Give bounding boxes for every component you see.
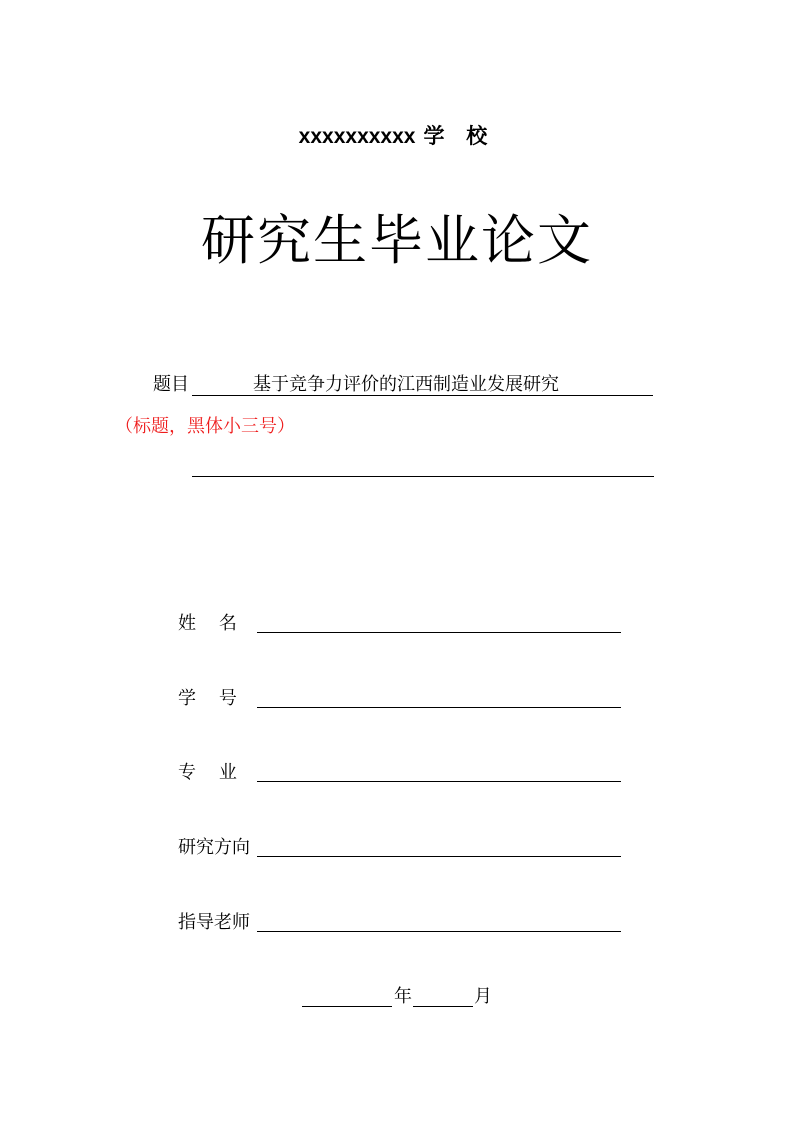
format-note: （标题，黑体小三号） bbox=[115, 416, 295, 437]
topic-label: 题目 bbox=[153, 374, 189, 395]
field-label: 学 号 bbox=[178, 688, 237, 709]
school-name: xxxxxxxxxx bbox=[298, 125, 416, 148]
year-label: 年 bbox=[394, 986, 412, 1007]
field-label: 指导老师 bbox=[178, 912, 250, 933]
field-underline bbox=[257, 856, 621, 857]
field-underline bbox=[257, 632, 621, 633]
field-underline bbox=[257, 931, 621, 932]
year-blank bbox=[302, 1006, 392, 1007]
month-blank bbox=[413, 1006, 473, 1007]
field-underline bbox=[257, 781, 621, 782]
field-label: 专 业 bbox=[178, 762, 237, 783]
field-label: 姓 名 bbox=[178, 613, 237, 634]
school-header bbox=[0, 122, 794, 152]
field-underline bbox=[257, 707, 621, 708]
school-suffix: 学 校 bbox=[423, 125, 496, 148]
topic-label-wrap bbox=[153, 372, 189, 398]
month-label: 月 bbox=[474, 986, 492, 1007]
field-label: 研究方向 bbox=[178, 837, 250, 858]
topic-value: 基于竞争力评价的江西制造业发展研究 bbox=[253, 374, 559, 395]
thesis-title: 研究生毕业论文 bbox=[201, 209, 593, 272]
topic-second-line bbox=[192, 476, 654, 477]
